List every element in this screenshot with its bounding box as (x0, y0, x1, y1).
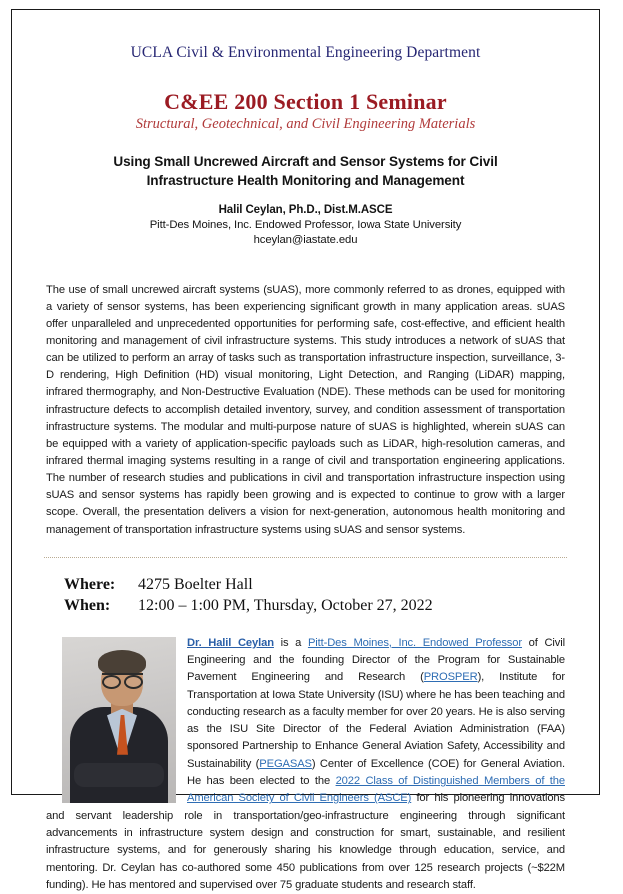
logistics-row-where (64, 576, 567, 594)
logistics-row-when (64, 597, 567, 615)
speaker-portrait-photo (62, 637, 176, 803)
bio-link-speaker-name[interactable]: Dr. Halil Ceylan (187, 636, 274, 649)
bio-segment-4: ) Center of Excellence (COE) for General Aviation. He has been elected to the (187, 757, 565, 788)
speaker-name: Halil Ceylan, Ph.D., Dist.M.ASCE (218, 203, 393, 216)
speaker-email: hceylan@iastate.edu (253, 233, 358, 246)
bio-link-asce-class[interactable]: 2022 Class of Distinguished Members of the American Society of Civil Engineers (ASCE) (187, 775, 565, 805)
bio-segment-5: for his pioneering innovations and servant leadership role in transportation/geo-infrastructure engineering through significant advancements in infrastructure system design and construction for smart, sustainable, and resilient infrastructure systems, and for generously sharing his knowledge through education, service, and mentoring. Dr. Ceylan has co-authored some 450 publications from over 125 research projects (~$22M funding). He has mentored and supervised over 75 graduate students and research staff. (46, 792, 566, 891)
bio-segment-2: of Civil Engineering and the founding Director of the Program for Sustainable Pavement Engineering and Research ( (187, 636, 565, 684)
seminar-title: C&EE 200 Section 1 Seminar (164, 89, 447, 114)
abstract-text: The use of small uncrewed aircraft systems (sUAS), more commonly referred to as drones, equipped with a variety of sensor systems, has been experiencing significant growth in many application areas. sUAS offer unparalleled and unprecedented opportunities for performing safe, cost-effective, and efficient health monitoring and management of civil infrastructure systems. This study introduces a network of sUAS that can be utilized to perform an array of tasks such as transportation infrastructure inspection, surveillance, 3-D rendering, High Definition (HD) visual monitoring, Light Detection, and Ranging (LiDAR) mapping, infrared thermography, and Non-Destructive Evaluation (NDE). These methods can be used for monitoring infrastructure defects to accomplish detailed inventory, survey, and condition assessment of transportation infrastructure systems. The modular and multi-purpose nature of sUAS is highlighted, wherein sUAS can be equipped with a variety of application-specific payloads such as LiDAR, high-resolution cameras, and infrared thermal imaging systems resulting in a range of civil and transportation engineering applications. The number of research studies and publications in civil and transportation infrastructure inspection using sUAS and sensor systems has rapidly been growing and is expected to continue to grow with a larger scope. Overall, the presentation delivers a vision for next-generation, autonomous health monitoring and management of transportation infrastructure systems using sUAS and sensor systems. (46, 283, 565, 536)
portrait-arms (74, 763, 164, 787)
portrait-glasses (102, 673, 143, 686)
seminar-flyer-page (11, 9, 600, 891)
seminar-subtitle: Structural, Geotechnical, and Civil Engineering Materials (135, 116, 476, 132)
speaker-bio-block (44, 635, 567, 894)
when-value: 12:00 – 1:00 PM, Thursday, October 27, 2022 (138, 596, 433, 614)
bio-link-pegasas[interactable]: PEGASAS (259, 757, 312, 770)
where-label: Where: (64, 575, 116, 593)
where-value: 4275 Boelter Hall (138, 575, 253, 593)
bio-link-prosper[interactable]: PROSPER (423, 671, 478, 684)
bio-segment-3: ), Institute for Transportation at Iowa State University (ISU) where he has been teaching and conducting research as a faculty member for over 20 years. He is also serving as the ISU Site Director of the Federal Aviation Administration (FAA) sponsored Partnership to Enhance General Aviation Safety, Accessibility and Sustainability ( (187, 671, 565, 770)
page-content (12, 10, 599, 894)
when-label: When: (64, 596, 111, 614)
speaker-affiliation: Pitt-Des Moines, Inc. Endowed Professor, Iowa State University (149, 218, 462, 231)
bio-segment-1: is a (273, 636, 308, 649)
logistics-block (44, 576, 567, 615)
bio-link-endowed-professor[interactable]: Pitt-Des Moines, Inc. Endowed Professor (307, 636, 522, 649)
department-title: UCLA Civil & Environmental Engineering Department (130, 44, 481, 61)
talk-title: Using Small Uncrewed Aircraft and Sensor Systems for Civil Infrastructure Health Monitoring and Management (113, 154, 498, 189)
section-divider (44, 557, 567, 558)
portrait-hair (98, 650, 146, 675)
